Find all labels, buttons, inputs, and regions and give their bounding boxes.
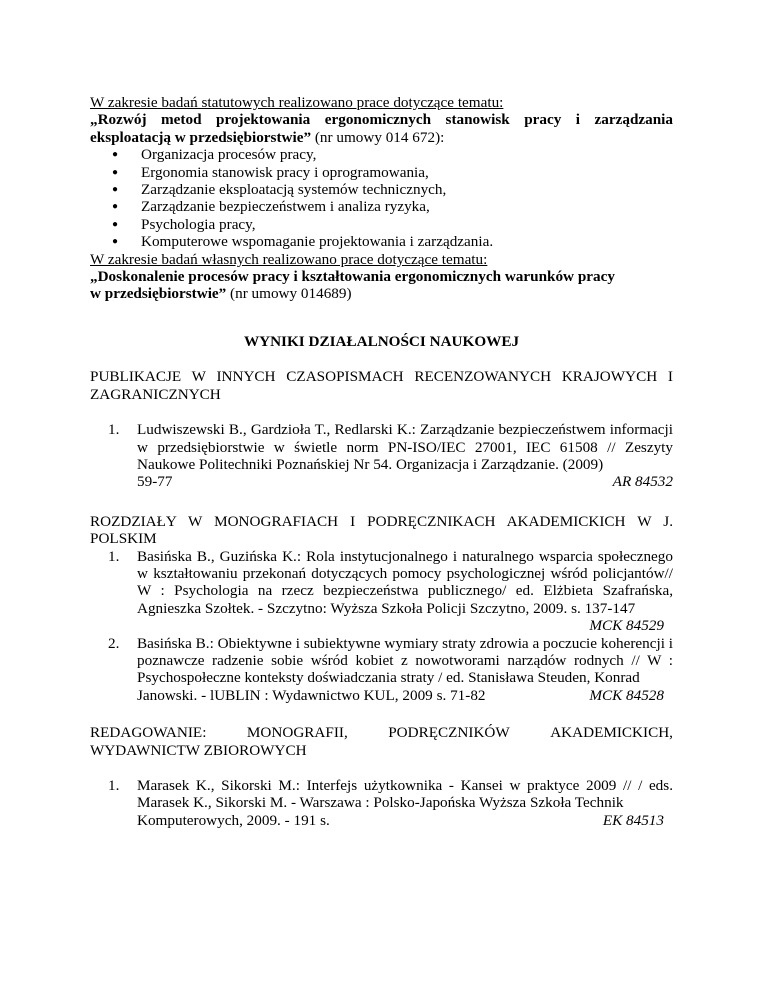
reference-code: MCK 84529 <box>589 617 664 635</box>
reference-tail: 59-77 <box>137 473 173 491</box>
reference-end <box>137 473 673 490</box>
reference-code: MCK 84528 <box>589 686 664 704</box>
own-contract: (nr umowy 014689) <box>226 285 352 303</box>
reference-text: Ludwiszewski B., Gardzioła T., Redlarski K.: Zarządzanie bezpieczeństwem informacji w przedsiębiorstwie w świetle norm PN-ISO/IEC 27001, IEC 61508 // Zeszyty Naukowe Politechniki Poznańskiej Nr 54. Organizacja i Zarządzanie. (2009) <box>137 421 673 473</box>
own-title-line1: „Doskonalenie procesów pracy i kształtowania ergonomicznych warunków pracy <box>90 268 615 286</box>
reference-item <box>90 635 673 705</box>
reference-number: 1. <box>108 547 120 565</box>
section-title: WYNIKI DZIAŁALNOŚCI NAUKOWEJ <box>243 332 520 350</box>
category-heading-line1 <box>90 724 673 741</box>
reference-text: Basińska B.: Obiektywne i subiektywne wymiary straty zdrowia a poczucie koherencji i poznawcze radzenie sobie wśród kobiet z nowotworami narządów rodnych // W : Psychospołeczne konteksty doświadczania straty / ed. Stanisława Steuden, Konrad <box>137 634 673 687</box>
statutory-intro: W zakresie badań statutowych realizowano prace dotyczące tematu: <box>90 94 504 111</box>
category-heading-chapters: ROZDZIAŁY W MONOGRAFIACH I PODRĘCZNIKACH AKADEMICKICH W J. POLSKIM <box>90 512 673 548</box>
reference-text: Basińska B., Guzińska K.: Rola instytucjonalnego i naturalnego wsparcia społecznego w kształtowaniu przekonań dotyczących pomocy psychologicznej wśród policjantów// W : Psychologia na rzecz bezpieczeństwa publicznego/ ed. Elżbieta Szafrańska, Agnieszka Szołtek. - Szczytno: Wyższa Szkoła Policji Szczytno, 2009. s. 137-147 <box>137 547 673 617</box>
list-item: ● Ergonomia stanowisk pracy i oprogramowania, <box>112 164 673 181</box>
category-heading-line2: WYDAWNICTW ZBIOROWYCH <box>90 741 307 759</box>
own-title-line2: w przedsiębiorstwie” <box>90 285 227 303</box>
heading-word: PODRĘCZNIKÓW <box>388 724 510 742</box>
statutory-topic <box>90 111 673 146</box>
reference-tail: Komputerowych, 2009. - 191 s. <box>137 811 330 829</box>
list-item: ● Organizacja procesów pracy, <box>112 146 673 163</box>
list-item: ● Komputerowe wspomaganie projektowania i zarządzania. <box>112 233 673 250</box>
statutory-block <box>90 94 673 251</box>
own-intro: W zakresie badań własnych realizowano prace dotyczące tematu: <box>90 250 488 268</box>
reference-number: 2. <box>108 634 120 652</box>
statutory-title: „Rozwój metod projektowania ergonomicznych stanowisk pracy i zarządzania eksploatacją w przedsiębiorstwie” <box>90 111 673 146</box>
heading-word: AKADEMICKICH, <box>550 724 673 742</box>
reference-item <box>90 777 673 829</box>
document-content <box>90 94 673 829</box>
reference-end <box>137 687 673 704</box>
list-item: ● Zarządzanie eksploatacją systemów technicznych, <box>112 181 673 198</box>
statutory-list <box>90 146 673 250</box>
reference-item <box>90 548 673 635</box>
list-item: ● Psychologia pracy, <box>112 216 673 233</box>
editing-refs <box>90 777 673 829</box>
reference-end <box>137 812 673 829</box>
reference-item <box>90 421 673 491</box>
reference-code: EK 84513 <box>602 811 664 829</box>
category-heading-editing <box>90 724 673 759</box>
heading-word: MONOGRAFII, <box>246 724 348 742</box>
reference-number: 1. <box>108 421 120 439</box>
own-topic-line2 <box>90 285 673 302</box>
category-heading-journals: PUBLIKACJE W INNYCH CZASOPISMACH RECENZOWANYCH KRAJOWYCH I ZAGRANICZNYCH <box>90 368 673 403</box>
chapter-refs <box>90 548 673 705</box>
reference-text: Marasek K., Sikorski M.: Interfejs użytkownika - Kansei w praktyce 2009 // / eds. Marasek K., Sikorski M. - Warszawa : Polsko-Japońska Wyższa Szkoła Technik <box>137 777 673 812</box>
statutory-contract: (nr umowy 014 672): <box>311 128 445 146</box>
reference-code: AR 84532 <box>612 473 673 491</box>
reference-tail: Janowski. - lUBLIN : Wydawnictwo KUL, 2009 s. 71-82 <box>137 686 486 704</box>
heading-word: REDAGOWANIE: <box>90 724 207 742</box>
journal-refs <box>90 421 673 491</box>
reference-number: 1. <box>108 777 120 794</box>
own-research-block <box>90 251 673 303</box>
list-item: ● Zarządzanie bezpieczeństwem i analiza ryzyka, <box>112 198 673 215</box>
